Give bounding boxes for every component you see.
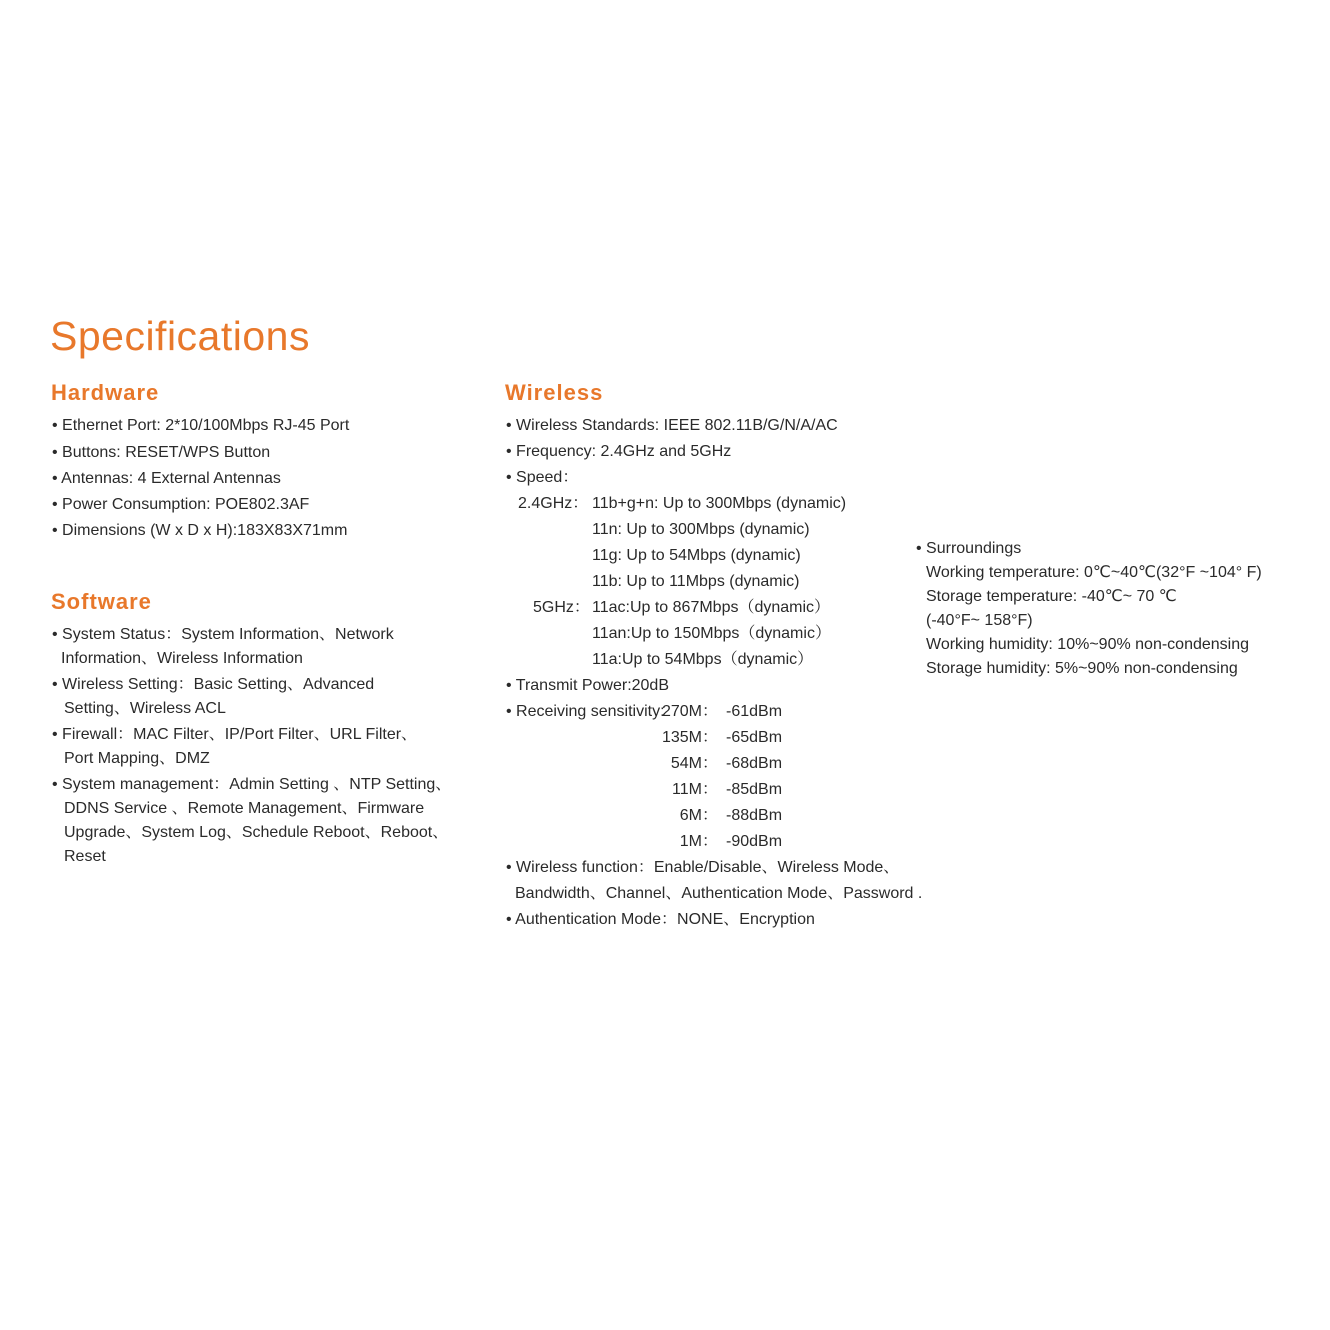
transmit-power: • Transmit Power:20dB (506, 677, 669, 694)
speed-24-item: 11g: Up to 54Mbps (dynamic) (592, 547, 801, 564)
hardware-item: • Power Consumption: POE802.3AF (52, 496, 310, 513)
software-line: Upgrade、System Log、Schedule Reboot、Reboot、 (64, 824, 449, 841)
sensitivity-value: -61dBm (726, 703, 783, 720)
speed-5-item: 11ac:Up to 867Mbps（dynamic） (592, 599, 831, 616)
surroundings-line: Storage temperature: -40℃~ 70 ℃ (926, 588, 1177, 605)
software-line: • System management：Admin Setting 、NTP Setting、 (52, 776, 452, 793)
sensitivity-rate: 54M： (670, 755, 718, 772)
software-line: Information、Wireless Information (61, 650, 303, 667)
sensitivity-value: -88dBm (726, 807, 783, 824)
software-line: • System Status：System Information、Network (52, 626, 394, 643)
speed-5-item: 11an:Up to 150Mbps（dynamic） (592, 625, 831, 642)
software-heading: Software (51, 589, 152, 614)
band-5-label: 5GHz： (533, 599, 590, 616)
software-line: DDNS Service 、Remote Management、Firmware (64, 800, 425, 817)
hardware-item: • Dimensions (W x D x H):183X83X71mm (52, 522, 348, 539)
surroundings-line: (-40°F~ 158°F) (926, 612, 1033, 629)
wireless-function-line: • Wireless function：Enable/Disable、Wireless Mode、 (506, 859, 900, 876)
hardware-heading: Hardware (51, 380, 160, 405)
software-line: • Firewall：MAC Filter、IP/Port Filter、URL Filter、 (52, 726, 418, 743)
wireless-frequency: • Frequency: 2.4GHz and 5GHz (506, 443, 732, 460)
authentication-mode: • Authentication Mode：NONE、Encryption (506, 911, 815, 928)
sensitivity-rate: 6M： (679, 807, 718, 824)
sensitivity-rate: 270M： (661, 703, 718, 720)
sensitivity-label: • Receiving sensitivity: (506, 703, 665, 720)
sensitivity-value: -90dBm (726, 833, 783, 850)
sensitivity-rate: 1M： (679, 833, 718, 850)
speed-24-item: 11b: Up to 11Mbps (dynamic) (592, 573, 800, 590)
surroundings-line: Working temperature: 0℃~40℃(32°F ~104° F) (926, 564, 1262, 581)
surroundings-line: Storage humidity: 5%~90% non-condensing (926, 660, 1238, 677)
wireless-function-line: Bandwidth、Channel、Authentication Mode、Password . (515, 885, 923, 902)
software-line: • Wireless Setting：Basic Setting、Advanced (52, 676, 375, 693)
wireless-speed-label: • Speed： (506, 469, 579, 486)
page-title: Specifications (50, 313, 310, 359)
software-line: Setting、Wireless ACL (64, 700, 226, 717)
hardware-item: • Buttons: RESET/WPS Button (52, 444, 271, 461)
speed-24-item: 11n: Up to 300Mbps (dynamic) (592, 521, 810, 538)
wireless-standards: • Wireless Standards: IEEE 802.11B/G/N/A/AC (506, 417, 838, 434)
sensitivity-rate: 11M： (672, 781, 718, 798)
wireless-heading: Wireless (505, 380, 604, 405)
sensitivity-value: -65dBm (726, 729, 783, 746)
speed-5-item: 11a:Up to 54Mbps（dynamic） (592, 651, 814, 668)
software-line: Port Mapping、DMZ (64, 750, 210, 767)
surroundings-line: Working humidity: 10%~90% non-condensing (926, 636, 1250, 653)
software-line: Reset (64, 848, 106, 865)
hardware-item: • Antennas: 4 External Antennas (52, 470, 281, 487)
sensitivity-value: -68dBm (726, 755, 783, 772)
band-24-label: 2.4GHz： (518, 495, 589, 512)
surroundings-heading: • Surroundings (916, 540, 1022, 557)
hardware-item: • Ethernet Port: 2*10/100Mbps RJ-45 Port (52, 417, 350, 434)
speed-24-item: 11b+g+n: Up to 300Mbps (dynamic) (592, 495, 847, 512)
sensitivity-value: -85dBm (726, 781, 783, 798)
sensitivity-rate: 135M： (661, 729, 718, 746)
